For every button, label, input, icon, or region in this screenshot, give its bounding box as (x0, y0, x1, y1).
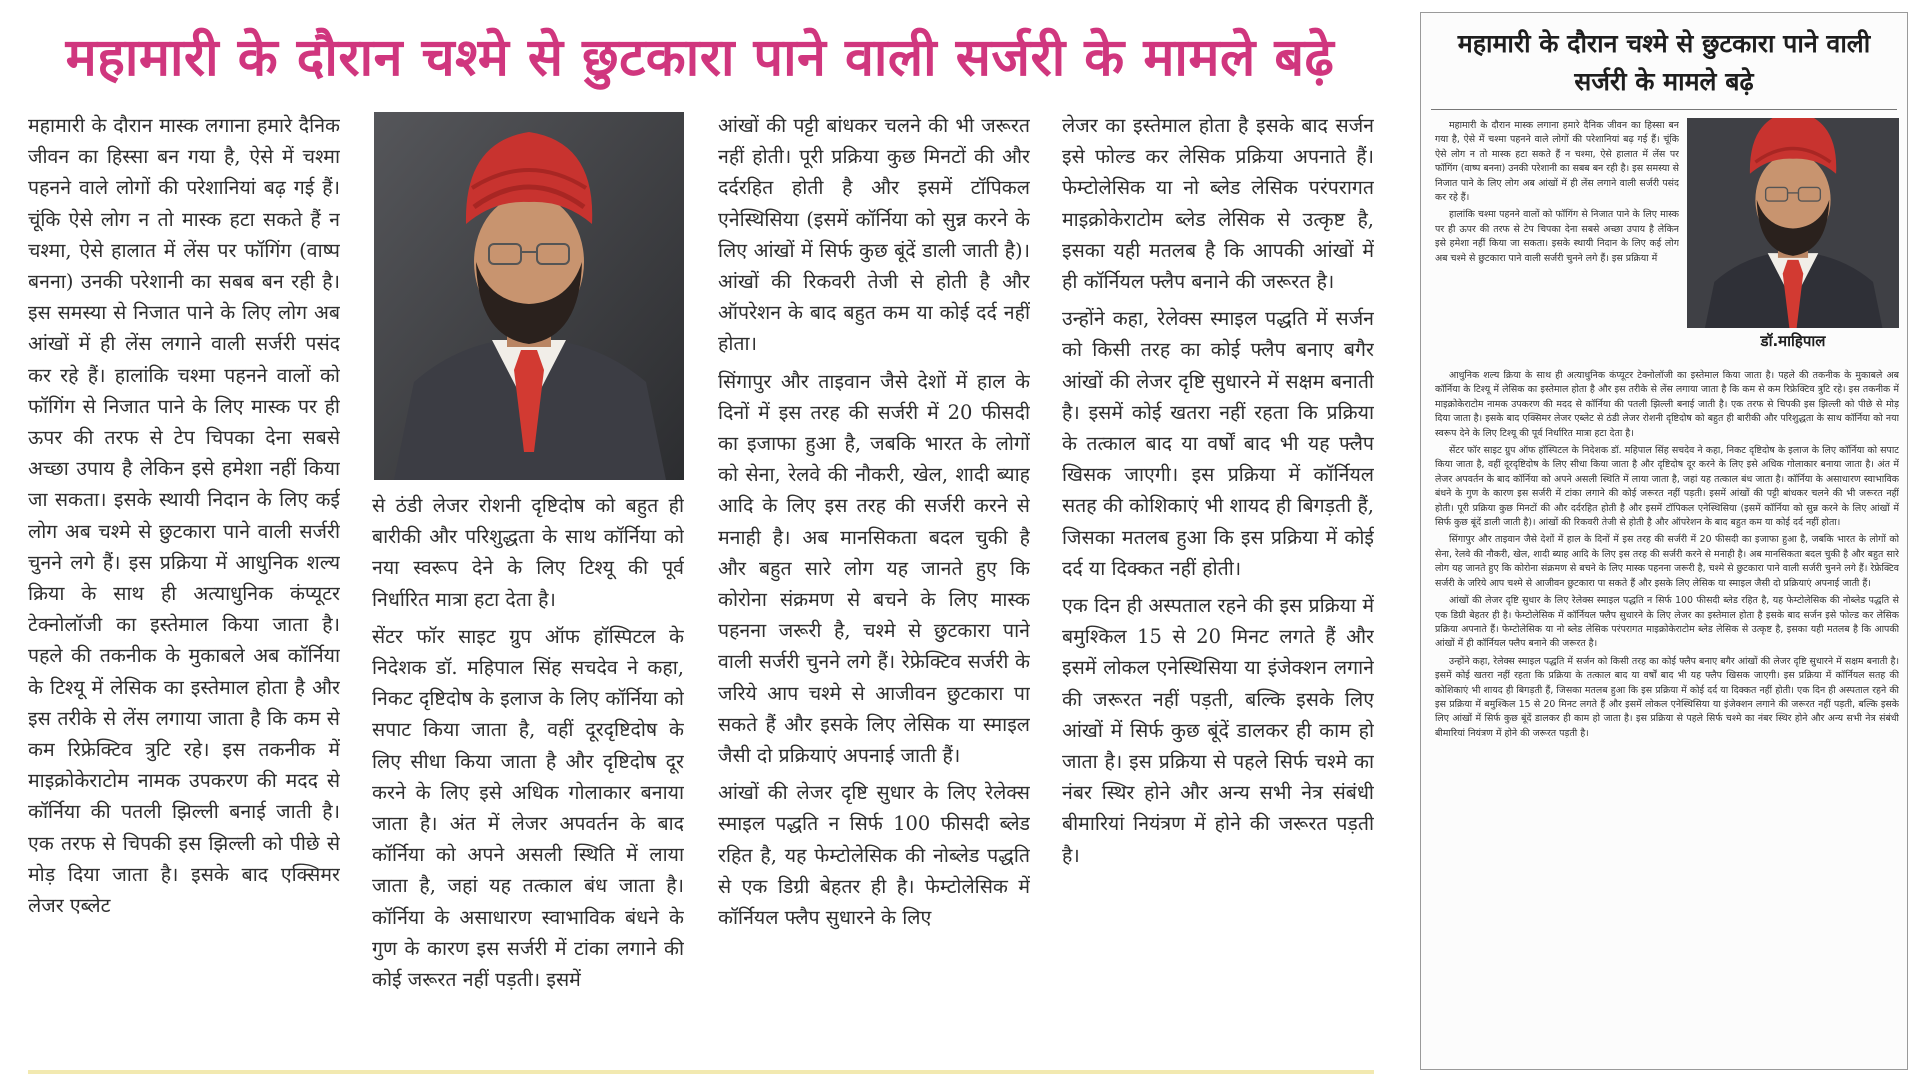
article-column-1 (28, 110, 340, 1065)
bottom-divider (28, 1070, 1374, 1074)
article-column-3 (718, 110, 1030, 1065)
paragraph: सिंगापुर और ताइवान जैसे देशों में हाल के दिनों में इस तरह की सर्जरी में 20 फीसदी का इजाफा हुआ है, जबकि भारत के लोगों को सेना, रेलवे की नौकरी, खेल, शादी ब्याह आदि के लिए इस तरह की सर्जरी करने से मनाही है। अब मानसिकता बदल चुकी है और बहुत सारे लोग यह जानते हुए कि कोरोना संक्रमण से बचने के लिए मास्क पहनना जरूरी है, चश्मे से छुटकारा पाने वाली सर्जरी चुनने लगे हैं। रेफ्रेक्टिव सर्जरी के जरिये आप चश्मे से आजीवन छुटकारा पा सकते हैं और इसके लिए लेसिक या स्माइल जैसी दो प्रक्रियाएं अपनाई जाती हैं। (718, 369, 1030, 768)
portrait-illustration (1687, 118, 1899, 328)
paragraph: आंखों की पट्टी बांधकर चलने की भी जरूरत नहीं होती। पूरी प्रक्रिया कुछ मिनटों की और दर्दरहित होती है और इसमें टॉपिकल एनेस्थिसिया (इसमें कॉर्निया को सुन्न करने के लिए आंखों में सिर्फ कुछ बूंदें डाली जाती है)। आंखों की रिकवरी तेजी से होती है और ऑपरेशन के बाद बहुत कम या कोई दर्द नहीं होता। (718, 114, 1030, 356)
paragraph: हालांकि चश्मा पहनने वालों को फॉगिंग से निजात पाने के लिए मास्क पर ही ऊपर की तरफ से टेप चिपका देना सबसे अच्छा उपाय है लेकिन इसे हमेशा नहीं किया जा सकता। इसके स्थायी निदान के लिए कई लोग अब चश्मे से छुटकारा पाने वाली सर्जरी चुनने लगे हैं। इस प्रक्रिया में (1435, 209, 1679, 264)
paragraph: आधुनिक शल्य क्रिया के साथ ही अत्याधुनिक कंप्यूटर टेक्नोलॉजी का इस्तेमाल किया जाता है। पहले की तकनीक के मुकाबले अब कॉर्निया के टिश्यू में लेसिक का इस्तेमाल होता है और इस तरीके से लेंस लगाया जाता है कि कम से कम रिफ्रेक्टिव त्रुटि रहे। इस तकनीक में माइक्रोकेराटोम नामक उपकरण की मदद से कॉर्निया की पतली झिल्ली बनाई जाती है। एक तरफ से चिपकी इस झिल्ली को पीछे से मोड़ दिया जाता है। इसके बाद एक्सिमर लेजर एब्लेट से ठंडी लेजर रोशनी दृष्टिदोष को बहुत ही बारीकी और परिशुद्धता के साथ कॉर्निया को नया स्वरूप देने के लिए टिश्यू की पूर्व निर्धारित मात्रा हटा देता है। (1435, 370, 1899, 439)
photo-caption: डॉ.माहिपाल (1760, 332, 1826, 350)
portrait-illustration (374, 112, 684, 480)
article-column-4 (1062, 110, 1374, 1065)
paragraph: उन्होंने कहा, रेलेक्स स्माइल पद्धति में सर्जन को किसी तरह का कोई फ्लैप बनाए बगैर आंखों की लेजर दृष्टि सुधारने में सक्षम बनाती है। इसमें कोई खतरा नहीं रहता कि प्रक्रिया के तत्काल बाद या वर्षों बाद भी यह फ्लैप खिसक जाएगी। इस प्रक्रिया में कॉर्नियल सतह की कोशिकाएं भी शायद ही बिगड़ती हैं, जिसका मतलब हुआ कि इस प्रक्रिया में कोई दर्द या दिक्कत नहीं होती। एक दिन ही अस्पताल रहने की इस प्रक्रिया में बमुश्किल 15 से 20 मिनट लगते हैं और इसमें लोकल एनेस्थिसिया या इंजेक्शन लगाने की जरूरत नहीं पड़ती, बल्कि इसके लिए आंखों में सिर्फ कुछ बूंदें डालकर ही काम हो जाता है। इस प्रक्रिया से पहले सिर्फ चश्मे का नंबर स्थिर होने और अन्य सभी नेत्र संबंधी बीमारियां नियंत्रण में होने की जरूरत पड़ती है। (1435, 655, 1899, 739)
clipping-text-bottom (1435, 369, 1899, 1057)
paragraph: सिंगापुर और ताइवान जैसे देशों में हाल के दिनों में इस तरह की सर्जरी में 20 फीसदी का इजाफा हुआ है, जबकि भारत के लोगों को सेना, रेलवे की नौकरी, खेल, शादी ब्याह आदि के लिए इस तरह की सर्जरी करने से मनाही है। अब मानसिकता बदल चुकी है और बहुत सारे लोग यह जानते हुए कि कोरोना संक्रमण से बचने के लिए मास्क पहनना जरूरी है, चश्मे से छुटकारा पाने वाली सर्जरी चुनने लगे हैं। रेफ्रेक्टिव सर्जरी के जरिये आप चश्मे से आजीवन छुटकारा पा सकते हैं और इसके लिए लेसिक या स्माइल जैसी दो प्रक्रियाएं अपनाई जाती हैं। (1435, 534, 1899, 589)
article-column-2 (372, 490, 684, 1065)
article-headline: महामारी के दौरान चश्मे से छुटकारा पाने वाली सर्जरी के मामले बढ़े (65, 27, 1335, 88)
paragraph: आंखों की लेजर दृष्टि सुधार के लिए रेलेक्स स्माइल पद्धति न सिर्फ 100 फीसदी ब्लेड रहित है, यह फेम्टोलेसिक की नोब्लेड पद्धति से एक डिग्री बेहतर ही है। फेम्टोलेसिक में कॉर्नियल फ्लैप सुधारने के लिए (718, 781, 1030, 930)
paragraph: उन्होंने कहा, रेलेक्स स्माइल पद्धति में सर्जन को किसी तरह का कोई फ्लैप बनाए बगैर आंखों की लेजर दृष्टि सुधारने में सक्षम बनाती है। इसमें कोई खतरा नहीं रहता कि प्रक्रिया के तत्काल बाद या वर्षों बाद भी यह फ्लैप खिसक जाएगी। इस प्रक्रिया में कॉर्नियल सतह की कोशिकाएं भी शायद ही बिगड़ती हैं, जिसका मतलब हुआ कि इस प्रक्रिया में कोई दर्द या दिक्कत नहीं होती। (1062, 307, 1374, 580)
newspaper-clipping (1420, 12, 1908, 1070)
paragraph: सेंटर फॉर साइट ग्रुप ऑफ हॉस्पिटल के निदेशक डॉ. महिपाल सिंह सचदेव ने कहा, निकट दृष्टिदोष के इलाज के लिए कॉर्निया को सपाट किया जाता है, वहीं दूरदृष्टिदोष के लिए सीधा किया जाता है और दृष्टिदोष दूर करने के लिए इसे अधिक गोलाकार बनाया जाता है। अंत में लेजर अपवर्तन के बाद कॉर्निया को अपने असली स्थिति में लाया जाता है, जहां यह तत्काल बंध जाता है। कॉर्निया के असाधारण स्वाभाविक बंधने के गुण के कारण इस सर्जरी में टांका लगाने की कोई जरूरत नहीं पड़ती। इसमें (372, 624, 684, 992)
paragraph: लेजर का इस्तेमाल होता है इसके बाद सर्जन इसे फोल्ड कर लेसिक प्रक्रिया अपनाते हैं। फेम्टोलेसिक या नो ब्लेड लेसिक परंपरागत माइक्रोकेराटोम ब्लेड लेसिक से उत्कृष्ट है, इसका यही मतलब है कि आपकी आंखों में ही कॉर्नियल फ्लैप बनाने की जरूरत है। (1062, 114, 1374, 294)
doctor-photo (374, 112, 684, 480)
paragraph: आंखों की लेजर दृष्टि सुधार के लिए रेलेक्स स्माइल पद्धति न सिर्फ 100 फीसदी ब्लेड रहित है, यह फेम्टोलेसिक की नोब्लेड पद्धति से एक डिग्री बेहतर ही है। फेम्टोलेसिक में कॉर्नियल फ्लैप सुधारने के लिए लेजर का इस्तेमाल होता है इसके बाद सर्जन इसे फोल्ड कर लेसिक प्रक्रिया अपनाते हैं। फेम्टोलेसिक या नो ब्लेड लेसिक परंपरागत माइक्रोकेराटोम ब्लेड लेसिक से उत्कृष्ट है, इसका यही मतलब है कि आपकी आंखों में ही कॉर्नियल फ्लैप बनाने की जरूरत है। (1435, 595, 1899, 650)
clipping-doctor-photo (1687, 118, 1899, 328)
headline-divider (1431, 109, 1897, 110)
paragraph: सेंटर फॉर साइट ग्रुप ऑफ हॉस्पिटल के निदेशक डॉ. महिपाल सिंह सचदेव ने कहा, निकट दृष्टिदोष के इलाज के लिए कॉर्निया को सपाट किया जाता है, वहीं दूरदृष्टिदोष के लिए सीधा किया जाता है और दृष्टिदोष दूर करने के लिए इसे अधिक गोलाकार बनाया जाता है। अंत में लेजर अपवर्तन के बाद कॉर्निया को अपने असली स्थिति में लाया जाता है, जहां यह तत्काल बंध जाता है। कॉर्निया के असाधारण स्वाभाविक बंधने के गुण के कारण इस सर्जरी में टांका लगाने की कोई जरूरत नहीं पड़ती। इसमें आंखों की पट्टी बांधकर चलने की भी जरूरत नहीं होती। पूरी प्रक्रिया कुछ मिनटों की और दर्दरहित होती है और इसमें टॉपिकल एनेस्थिसिया (इसमें कॉर्निया को सुन्न करने के लिए आंखों में सिर्फ कुछ बूंदें डाली जाती है)। आंखों की रिकवरी तेजी से होती है और ऑपरेशन के बाद बहुत कम या कोई दर्द नहीं होता। (1435, 445, 1899, 529)
paragraph: महामारी के दौरान मास्क लगाना हमारे दैनिक जीवन का हिस्सा बन गया है, ऐसे में चश्मा पहनने वाले लोगों की परेशानियां बढ़ गई हैं। चूंकि ऐसे लोग न तो मास्क हटा सकते हैं न चश्मा, ऐसे हालात में लेंस पर फॉगिंग (वाष्प बनना) उनकी परेशानी का सबब बन रही है। इस समस्या से निजात पाने के लिए लोग अब आंखों में ही लेंस लगाने वाली सर्जरी पसंद कर रहे हैं। हालांकि चश्मा पहनने वालों को फॉगिंग से निजात पाने के लिए मास्क पर ही ऊपर की तरफ से टेप चिपका देना सबसे अच्छा उपाय है लेकिन इसे हमेशा नहीं किया जा सकता। इसके स्थायी निदान के लिए कई लोग अब चश्मे से छुटकारा पाने वाली सर्जरी चुनने लगे हैं। इस प्रक्रिया में आधुनिक शल्य क्रिया के साथ ही अत्याधुनिक कंप्यूटर टेक्नोलॉजी का इस्तेमाल किया जाता है। पहले की तकनीक के मुकाबले अब कॉर्निया के टिश्यू में लेसिक का इस्तेमाल होता है और इस तरीके से लेंस लगाया जाता है कि कम से कम रिफ्रेक्टिव त्रुटि रहे। इस तकनीक में माइक्रोकेराटोम नामक उपकरण की मदद से कॉर्निया की पतली झिल्ली बनाई जाती है। एक तरफ से चिपकी इस झिल्ली को पीछे से मोड़ दिया जाता है। इसके बाद एक्सिमर लेजर एब्लेट (28, 114, 340, 918)
clipping-headline: महामारी के दौरान चश्मे से छुटकारा पाने वाली सर्जरी के मामले बढ़े (1457, 29, 1871, 96)
paragraph: से ठंडी लेजर रोशनी दृष्टिदोष को बहुत ही बारीकी और परिशुद्धता के साथ कॉर्निया को नया स्वरूप देने के लिए टिश्यू की पूर्व निर्धारित मात्रा हटा देता है। (372, 494, 684, 611)
paragraph: महामारी के दौरान मास्क लगाना हमारे दैनिक जीवन का हिस्सा बन गया है, ऐसे में चश्मा पहनने वाले लोगों की परेशानियां बढ़ गई हैं। चूंकि ऐसे लोग न तो मास्क हटा सकते हैं न चश्मा, ऐसे हालात में लेंस पर फॉगिंग (वाष्प बनना) उनकी परेशानी का सबब बन रही है। इस समस्या से निजात पाने के लिए लोग अब आंखों में ही लेंस लगाने वाली सर्जरी पसंद कर रहे हैं। (1435, 120, 1679, 204)
clipping-text-top (1435, 119, 1679, 371)
paragraph: एक दिन ही अस्पताल रहने की इस प्रक्रिया में बमुश्किल 15 से 20 मिनट लगते हैं और इसमें लोकल एनेस्थिसिया या इंजेक्शन लगाने की जरूरत नहीं पड़ती, बल्कि इसके लिए आंखों में सिर्फ कुछ बूंदें डालकर ही काम हो जाता है। इस प्रक्रिया से पहले सिर्फ चश्मे का नंबर स्थिर होने और अन्य सभी नेत्र संबंधी बीमारियां नियंत्रण में होने की जरूरत पड़ती है। (1062, 594, 1374, 867)
